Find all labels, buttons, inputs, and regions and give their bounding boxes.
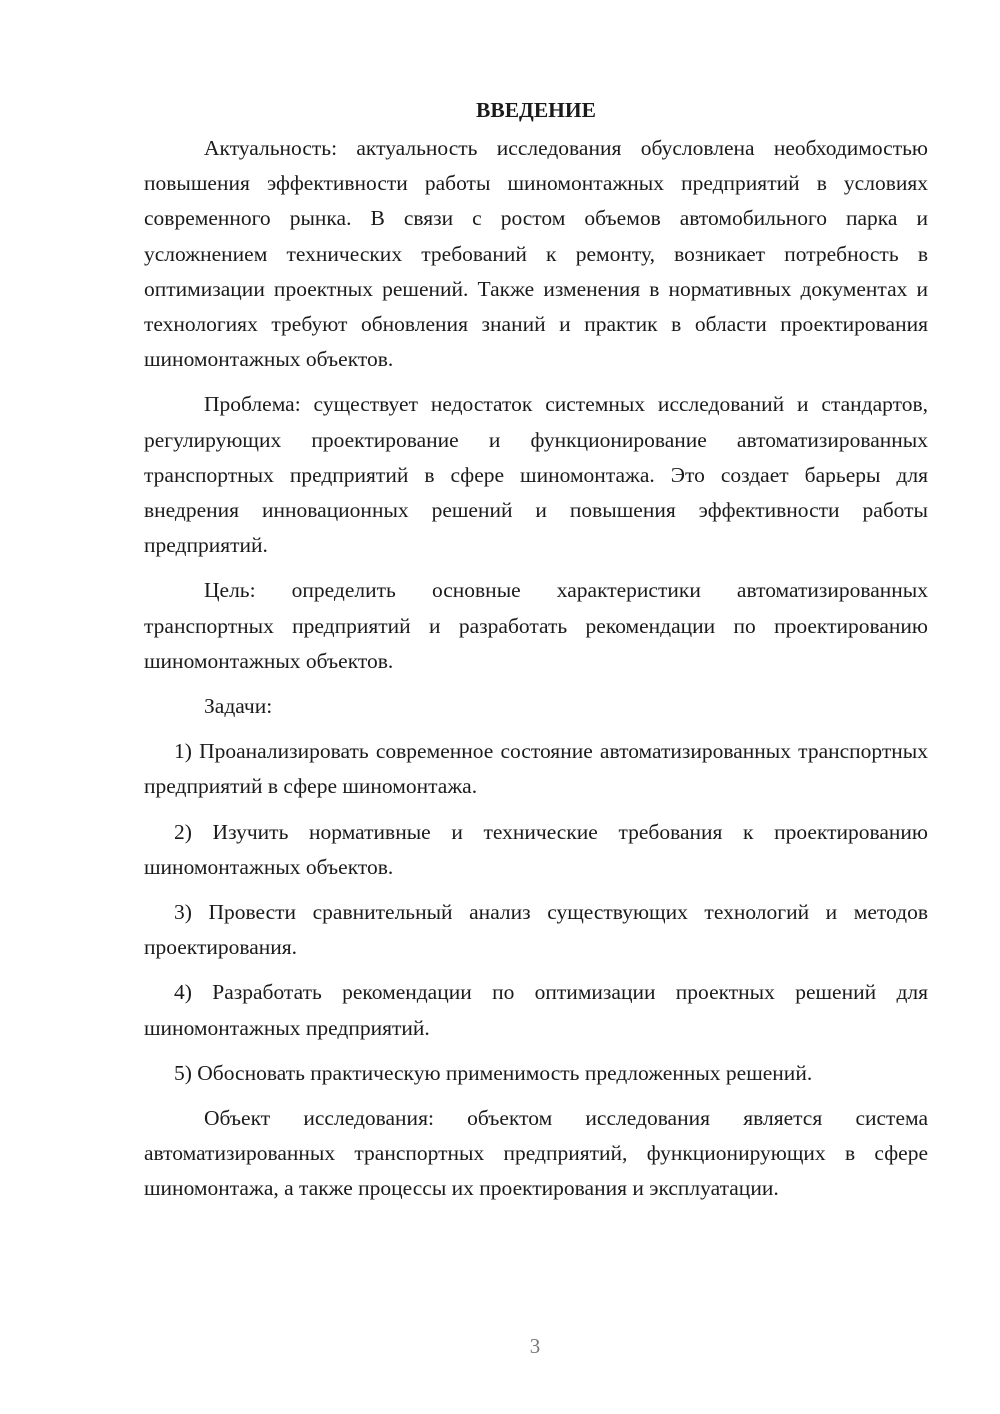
- paragraph-problem: Проблема: существует недостаток системных исследований и стандартов, регулирующих проектирование и функционирование автоматизированных транспортных предприятий в сфере шиномонтажа. Это создает барьеры для внедрения инновационных решений и повышения эффективности работы предприятий.: [144, 392, 928, 558]
- task-item: 4) Разработать рекомендации по оптимизации проектных решений для шиномонтажных предприятий.: [144, 980, 928, 1040]
- task-item: 2) Изучить нормативные и технические требования к проектированию шиномонтажных объектов.: [144, 819, 928, 879]
- paragraph-relevance: Актуальность: актуальность исследования обусловлена необходимостью повышения эффективности работы шиномонтажных предприятий в условиях современного рынка. В связи с ростом объемов автомобильного парка и усложнением технических требований к ремонту, возникает потребность в оптимизации проектных решений. Также изменения в нормативных документах и технологиях требуют обновления знаний и практик в области проектирования шиномонтажных объектов.: [144, 136, 928, 372]
- task-item: 1) Проанализировать современное состояние автоматизированных транспортных предприятий в сфере шиномонтажа.: [144, 739, 928, 799]
- task-item: 5) Обосновать практическую применимость предложенных решений.: [174, 1060, 813, 1085]
- page-number: 3: [529, 1334, 541, 1358]
- paragraph-object: Объект исследования: объектом исследования является система автоматизированных транспортных предприятий, функционирующих в сфере шиномонтажа, а также процессы их проектирования и эксплуатации.: [144, 1106, 928, 1201]
- section-heading: ВВЕДЕНИЕ: [476, 98, 596, 122]
- document-page: [144, 93, 928, 1217]
- tasks-label: Задачи:: [204, 694, 273, 719]
- paragraph-goal: Цель: определить основные характеристики автоматизированных транспортных предприятий и разработать рекомендации по проектированию шиномонтажных объектов.: [144, 578, 928, 673]
- task-item: 3) Провести сравнительный анализ существующих технологий и методов проектирования.: [144, 900, 928, 960]
